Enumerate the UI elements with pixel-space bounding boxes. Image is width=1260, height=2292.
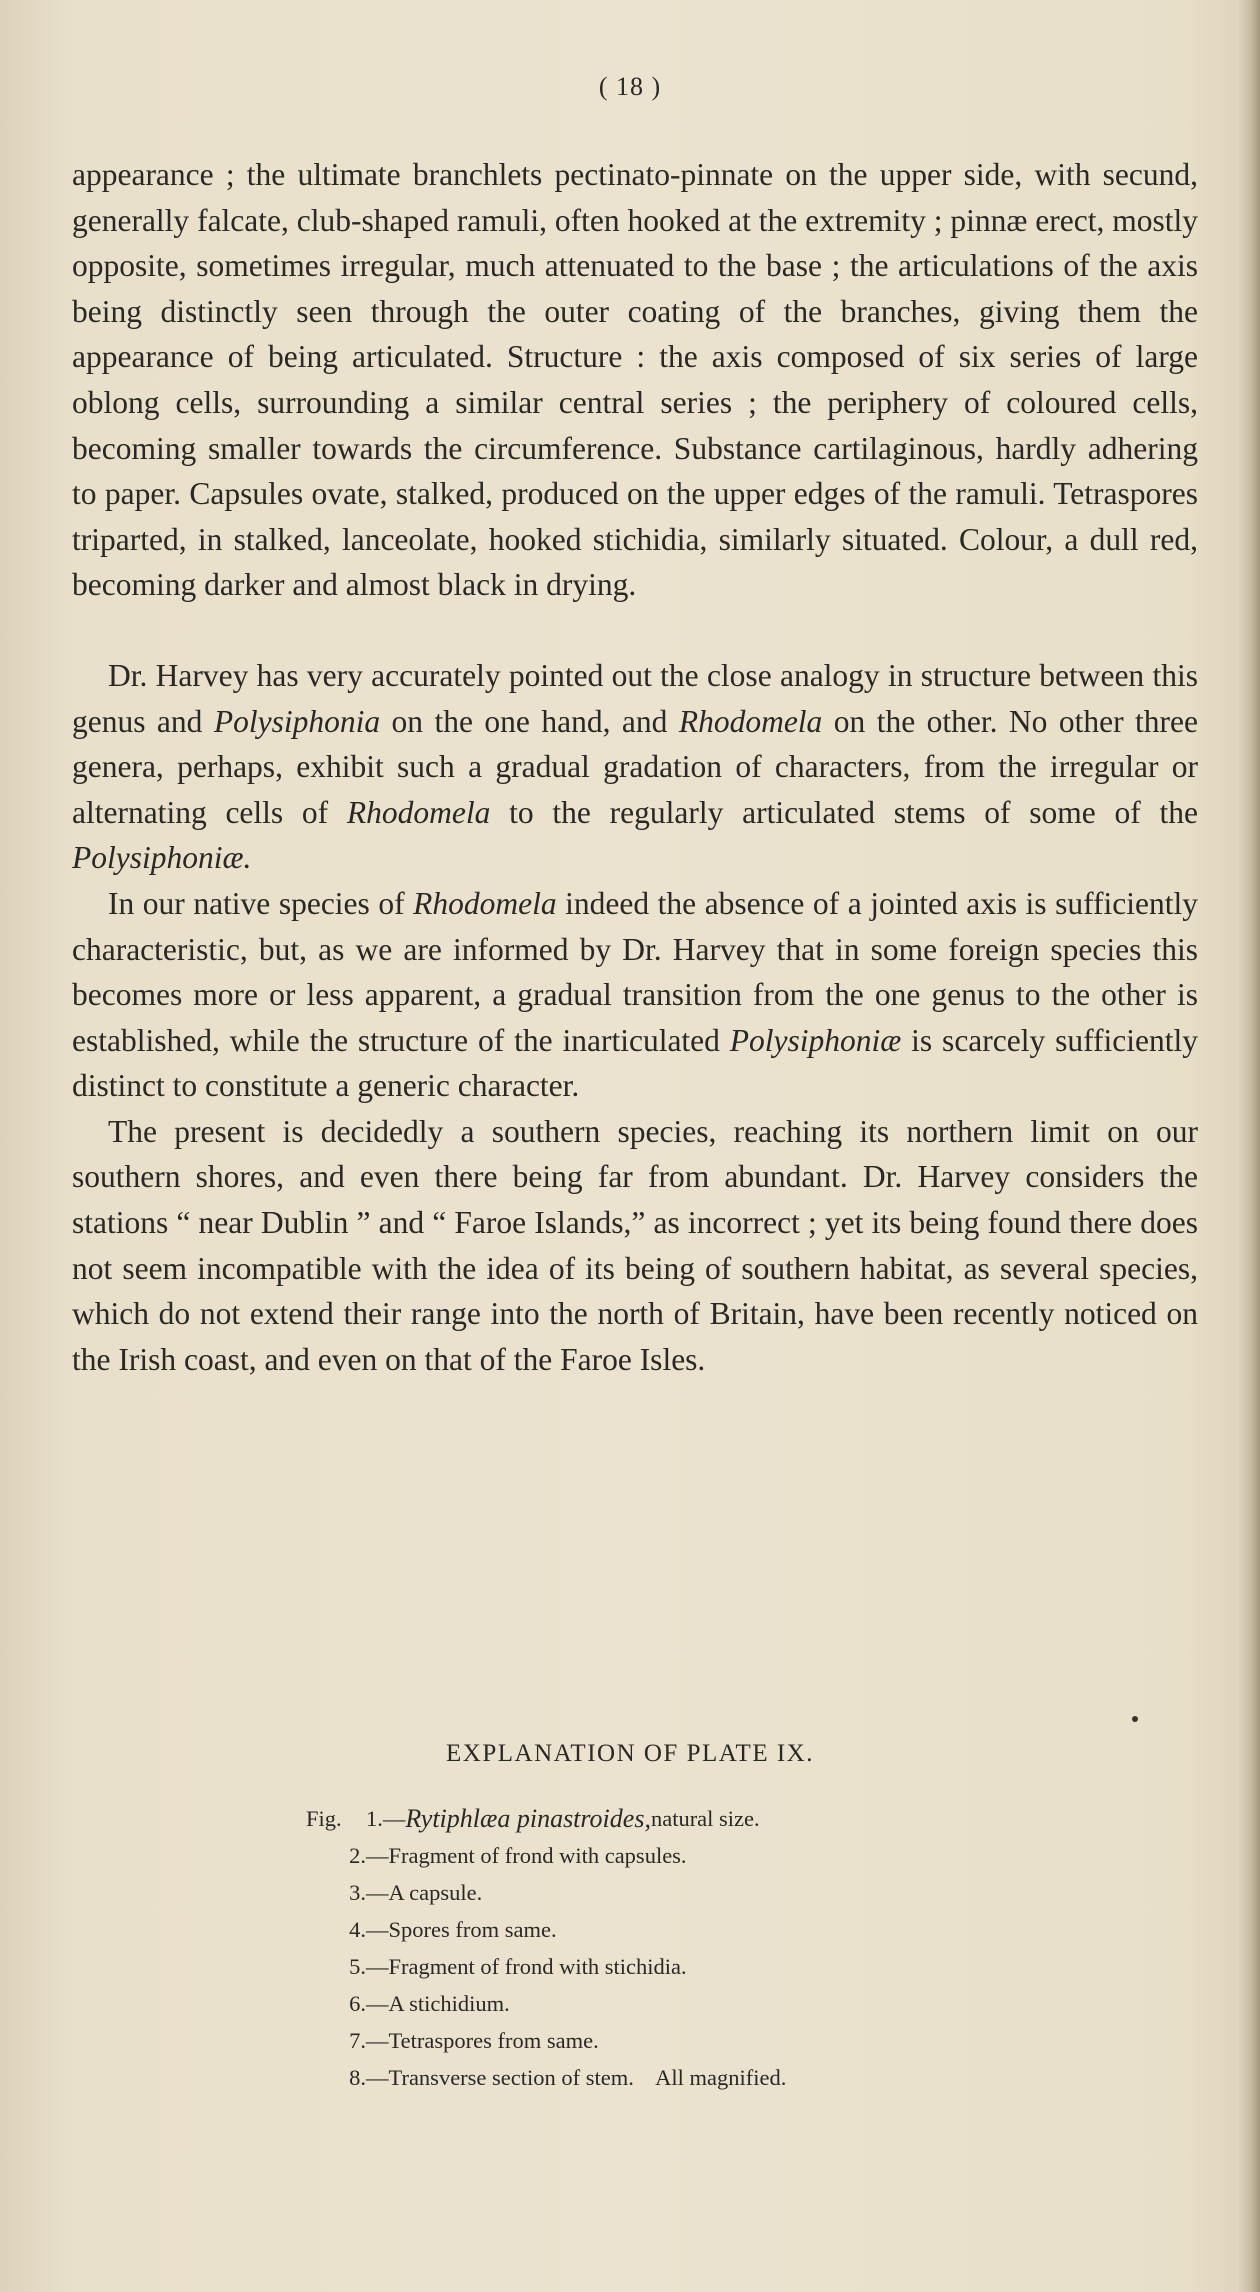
taxon-name: Polysiphonia [213,703,381,739]
paragraph-distribution: The present is decidedly a southern species, reaching its northern limit on our southern shores, and even there being far from abundant. Dr. Harvey considers the stations “ near Dublin ” and “ Faroe Islands,” as incorrect ; yet its being found there does not seem incompatible with the idea of its being of southern habitat, as several species, which do not extend their range into the north of Britain, have been recently noticed on the Irish coast, and even on that of the Faroe Isles. [72,1113,1198,1377]
figure-number: 7. [349,2028,366,2053]
taxon-name: Rhodomela [346,794,491,830]
paragraph-native-species [72,881,1198,1109]
figure-caption: —A capsule. [366,1880,483,1905]
figure-number: 1. [366,1806,383,1831]
text-run: In our native species of [108,885,414,921]
figure-caption: —A stichidium. [366,1991,510,2016]
page-edge-shadow [1238,0,1260,2292]
figure-entry [306,1911,1106,1948]
page-number: ( 18 ) [598,72,662,101]
figure-number: 5. [349,1954,366,1979]
taxon-name: Polysiphoniæ. [72,840,252,876]
body-text [72,152,1198,1382]
figure-entry [306,1837,1106,1874]
figure-caption: —Fragment of frond with capsules. [366,1843,687,1868]
figure-species-name: Rytiphlæa pinastroides, [405,1804,651,1833]
fig-label: Fig. [306,1806,342,1831]
paragraph-description: appearance ; the ultimate branchlets pectinato-pinnate on the upper side, with secund, generally falcate, club-shaped ramuli, often hooked at the extremity ; pinnæ erect, mostly opposite, sometimes irregular, much attenuated to the base ; the articulations of the axis being distinctly seen through the outer coating of the branches, giving them the appearance of being articulated. Structure : the axis composed of six series of large oblong cells, surrounding a similar central series ; the periphery of coloured cells, becoming smaller towards the circumference. Substance cartilaginous, hardly adhering to paper. Capsules ovate, stalked, produced on the upper edges of the ramuli. Tetraspores triparted, in stalked, lanceolate, hooked stichidia, similarly situated. Colour, a dull red, becoming darker and almost black in drying. [72,157,1198,603]
figure-entry [306,1800,1106,1837]
figure-entry [306,2022,1106,2059]
figure-caption: —Fragment of frond with stichidia. [366,1954,687,1979]
figure-entry [306,1874,1106,1911]
figure-list [306,1800,1106,2096]
figure-caption: —Transverse section of stem. All magnified. [366,2065,787,2090]
text-run: is scarcely sufficiently distinct to constitute a generic character. [72,1022,1198,1104]
figure-number: 4. [349,1917,366,1942]
figure-caption: —Tetraspores from same. [366,2028,599,2053]
figure-dash: — [382,1806,406,1831]
taxon-name: Rhodomela [413,885,557,921]
text-run: indeed the absence of a jointed axis is sufficiently characteristic, but, as we are informed by Dr. Harvey that in some foreign species this becomes more or less apparent, a gradual transition from the one genus to the other is established, while the structure of the inarticulated [72,885,1198,1058]
figure-caption: natural size. [650,1806,760,1831]
text-run: on the one hand, and [380,703,679,739]
figure-number: 8. [349,2065,366,2090]
text-run: on the other. No other three genera, perhaps, exhibit such a gradual gradation of characters, from the irregular or alternating cells of [72,703,1198,830]
paragraph-analogy [72,653,1198,881]
figure-entry [306,1985,1106,2022]
figure-number: 2. [349,1843,366,1868]
ink-speck [1132,1716,1138,1722]
text-run: Dr. Harvey has very accurately pointed out the close analogy in structure between this genus and [72,657,1198,739]
figure-number: 6. [349,1991,366,2016]
text-run: to the regularly articulated stems of some of the [490,794,1198,830]
figure-caption: —Spores from same. [366,1917,557,1942]
plate-heading: EXPLANATION OF PLATE IX. [446,1740,814,1767]
figure-entry [306,2059,1106,2096]
figure-entry [306,1948,1106,1985]
taxon-name: Polysiphoniæ [729,1022,902,1058]
figure-number: 3. [349,1880,366,1905]
taxon-name: Rhodomela [678,703,823,739]
